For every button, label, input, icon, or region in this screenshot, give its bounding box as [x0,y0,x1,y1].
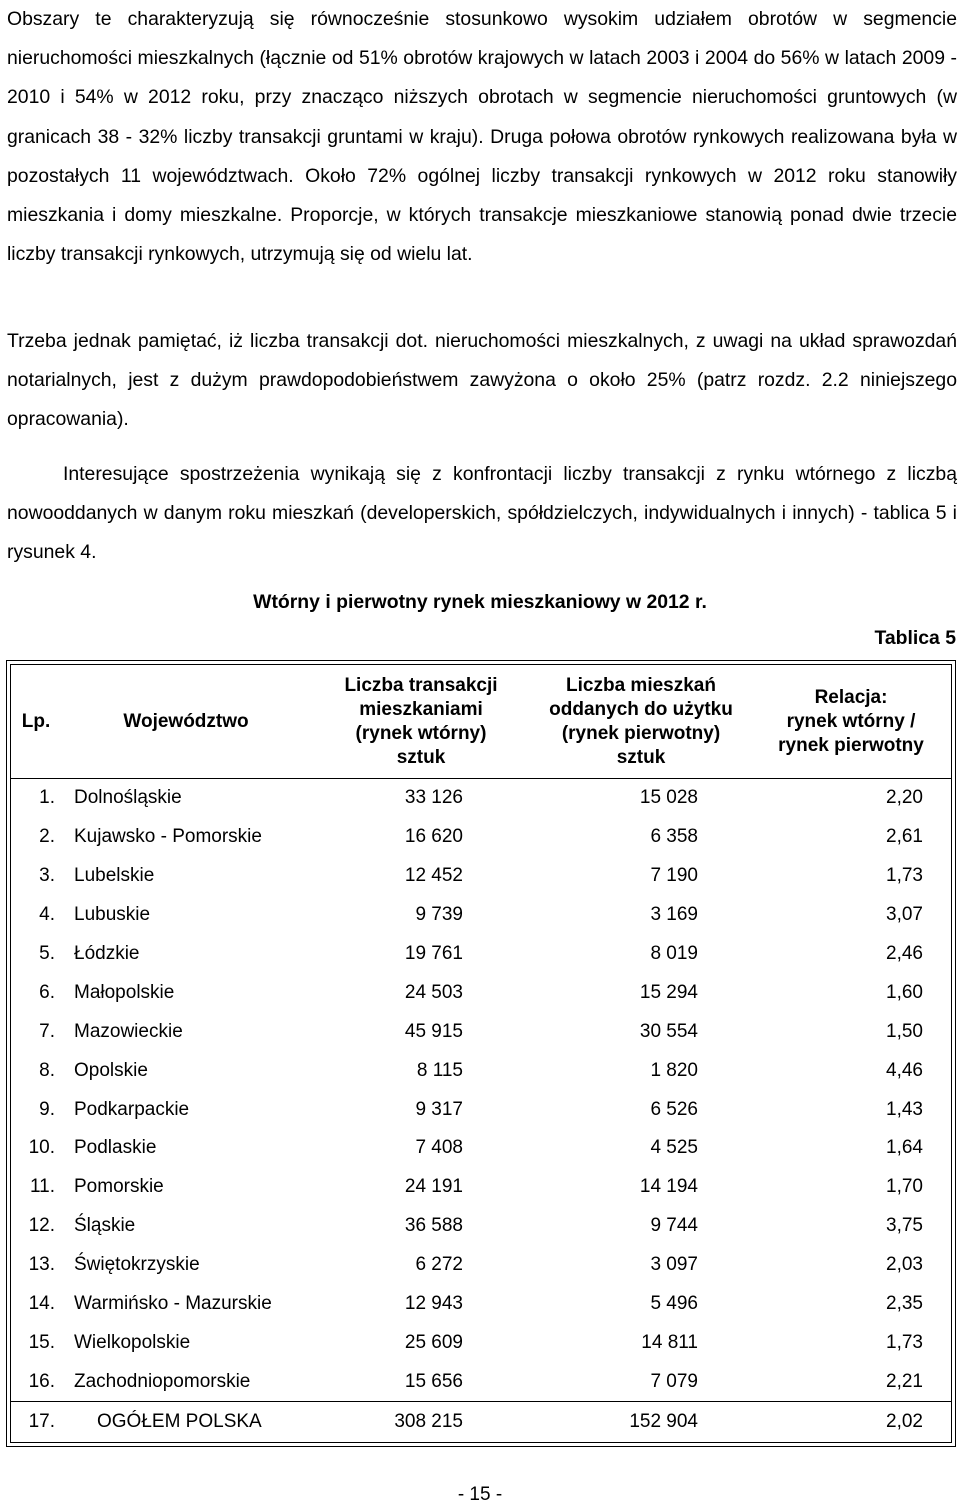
cell-primary: 3 097 [650,1254,698,1276]
cell-ratio: 2,02 [751,1402,951,1443]
cell-primary: 7 079 [650,1370,698,1392]
table-row [11,1246,951,1285]
cell-region: Lubuskie [74,904,151,926]
cell-secondary: 8 115 [416,1059,463,1081]
page-number: - 15 - [457,1484,503,1505]
cell-region: Pomorskie [74,1176,164,1198]
header-line: (rynek wtórny) [355,722,487,744]
cell-region: Małopolskie [74,981,175,1003]
table-row [11,1207,951,1246]
cell-secondary: 36 588 [404,1215,463,1237]
cell-ratio: 2,20 [886,787,923,809]
header-line: rynek pierwotny [778,734,924,756]
cell-region: Świętokrzyskie [74,1254,200,1276]
cell-primary: 30 554 [639,1020,698,1042]
cell-region: Dolnośląskie [74,787,182,809]
table-row [11,1362,951,1401]
header-line: Liczba transakcji [344,674,498,696]
cell-secondary: 7 408 [415,1137,463,1159]
cell-lp: 5. [39,943,55,964]
table-number: Tablica 5 [874,627,956,649]
cell-secondary: 12 452 [404,865,463,887]
cell-secondary: 24 191 [404,1176,463,1198]
cell-ratio: 1,60 [886,981,923,1003]
header-line: sztuk [616,746,666,768]
header-line: oddanych do użytku [549,698,733,720]
cell-region: Podlaskie [74,1137,157,1159]
table-row [11,896,951,935]
cell-region: Warmińsko - Mazurskie [74,1293,272,1315]
cell-primary: 152 904 [531,1402,751,1443]
cell-region: Opolskie [74,1059,148,1081]
cell-region: Śląskie [74,1215,136,1237]
paragraph-regional-share: Obszary te charakteryzują się równocześnie stosunkowo wysokim udziałem obrotów w segmencie nieruchomości mieszkalnych (łącznie od 51% obrotów krajowych w latach 2003 i 2004 do 56% w latach 2009 - 2010 i 54% w 2012 roku, przy znacząco niższych obrotach w segmencie nieruchomości gruntowych (w granicach 38 - 32% liczby transakcji gruntami w kraju). Druga połowa obrotów rynkowych realizowana była w pozostałych 11 województwach. Około 72% ogólnej liczby transakcji rynkowych w 2012 roku stanowiły mieszkania i domy mieszkalne. Proporcje, w których transakcje mieszkaniowe stanowią ponad dwie trzecie liczby transakcji rynkowych, utrzymują się od wielu lat. [7,8,957,266]
cell-ratio: 3,07 [886,904,923,926]
table-row [11,779,951,818]
cell-lp: 15. [28,1331,55,1353]
header-line: mieszkaniami [359,698,483,720]
cell-primary: 1 820 [650,1059,698,1081]
cell-ratio: 1,73 [886,1331,923,1353]
housing-market-table [11,665,951,1442]
cell-lp: 16. [28,1370,55,1392]
table-row [11,1012,951,1051]
cell-secondary: 19 761 [404,943,463,964]
cell-primary: 9 744 [650,1215,698,1237]
cell-secondary: 33 126 [404,787,463,809]
paragraph-notarial-note: Trzeba jednak pamiętać, iż liczba transakcji dot. nieruchomości mieszkalnych, z uwagi na układ sprawozdań notarialnych, jest z dużym prawdopodobieństwem zawyżona o około 25% (patrz rozdz. 2.2 niniejszego opracowania). [7,330,957,431]
header-line: Relacja: [814,686,888,708]
cell-region: Mazowieckie [74,1020,183,1042]
cell-lp: 8. [39,1059,55,1081]
cell-primary: 4 525 [650,1137,698,1159]
table-row [11,1051,951,1090]
cell-primary: 15 028 [639,787,698,809]
header-line: sztuk [396,746,446,768]
paragraph-text: Interesujące spostrzeżenia wynikają się z konfrontacji liczby transakcji z rynku wtórnego z liczbą nowooddanych w danym roku mieszkań (developerskich, spółdzielczych, indywidualnych i innych) - tablica 5 i rysunek 4. [7,463,957,564]
table-row [11,1168,951,1207]
header-lp: Lp. [11,665,61,779]
cell-secondary: 24 503 [404,981,463,1003]
table-row [11,857,951,896]
cell-ratio: 1,70 [886,1176,923,1198]
cell-secondary: 9 739 [415,904,463,926]
table-body [11,779,951,1443]
table-frame [6,660,956,1447]
cell-lp: 14. [28,1293,55,1315]
cell-primary: 14 811 [641,1331,698,1353]
cell-lp: 9. [39,1098,55,1120]
table-inner-frame [10,664,952,1443]
header-secondary-market [311,665,531,779]
cell-secondary: 6 272 [415,1254,463,1276]
cell-region: Łódzkie [74,943,140,964]
cell-secondary: 15 656 [404,1370,463,1392]
cell-region: OGÓŁEM POLSKA [61,1402,311,1443]
cell-primary: 15 294 [639,981,698,1003]
cell-ratio: 3,75 [886,1215,923,1237]
cell-lp: 1. [39,787,55,809]
cell-lp: 10. [28,1137,55,1159]
table-row [11,935,951,974]
header-line: (rynek pierwotny) [561,722,721,744]
table-header-row [11,665,951,779]
cell-secondary: 25 609 [404,1331,463,1353]
cell-secondary: 9 317 [415,1098,463,1120]
cell-ratio: 2,21 [886,1370,923,1392]
cell-region: Zachodniopomorskie [74,1370,251,1392]
cell-ratio: 2,61 [886,826,923,848]
cell-primary: 6 526 [650,1098,698,1120]
table-row [11,1129,951,1168]
cell-region: Kujawsko - Pomorskie [74,826,262,848]
cell-region: Wielkopolskie [74,1331,191,1353]
table-caption: Wtórny i pierwotny rynek mieszkaniowy w 2012 r. [253,591,707,613]
table-row [11,1323,951,1362]
cell-ratio: 1,43 [886,1098,923,1120]
cell-primary: 3 169 [650,904,698,926]
cell-lp: 13. [28,1254,55,1276]
cell-ratio: 1,73 [886,865,923,887]
paragraph-market-comparison [7,455,957,573]
cell-region: Lubelskie [74,865,155,887]
cell-lp: 7. [39,1020,55,1042]
cell-primary: 5 496 [650,1293,698,1315]
table-total-row [11,1402,951,1443]
table-row [11,1090,951,1129]
header-line: Liczba mieszkań [566,674,716,696]
table-row [11,818,951,857]
cell-lp: 17. [11,1402,61,1443]
cell-lp: 11. [29,1176,55,1198]
cell-ratio: 2,35 [886,1293,923,1315]
table-row [11,973,951,1012]
cell-region: Podkarpackie [74,1098,190,1120]
cell-lp: 4. [39,904,55,926]
cell-secondary: 308 215 [311,1402,531,1443]
cell-lp: 12. [28,1215,55,1237]
cell-ratio: 4,46 [886,1059,923,1081]
header-primary-market [531,665,751,779]
cell-primary: 6 358 [650,826,698,848]
header-ratio [751,665,951,779]
cell-secondary: 16 620 [404,826,463,848]
cell-primary: 7 190 [650,865,698,887]
cell-secondary: 12 943 [404,1293,463,1315]
cell-lp: 6. [39,981,55,1003]
header-line: rynek wtórny / [786,710,916,732]
cell-ratio: 1,50 [886,1020,923,1042]
cell-secondary: 45 915 [404,1020,463,1042]
cell-lp: 2. [39,826,55,848]
header-region: Województwo [61,665,311,779]
cell-primary: 14 194 [639,1176,698,1198]
cell-ratio: 1,64 [886,1137,923,1159]
cell-ratio: 2,03 [886,1254,923,1276]
cell-ratio: 2,46 [886,943,923,964]
table-row [11,1285,951,1324]
cell-primary: 8 019 [650,943,698,964]
cell-lp: 3. [39,865,55,887]
